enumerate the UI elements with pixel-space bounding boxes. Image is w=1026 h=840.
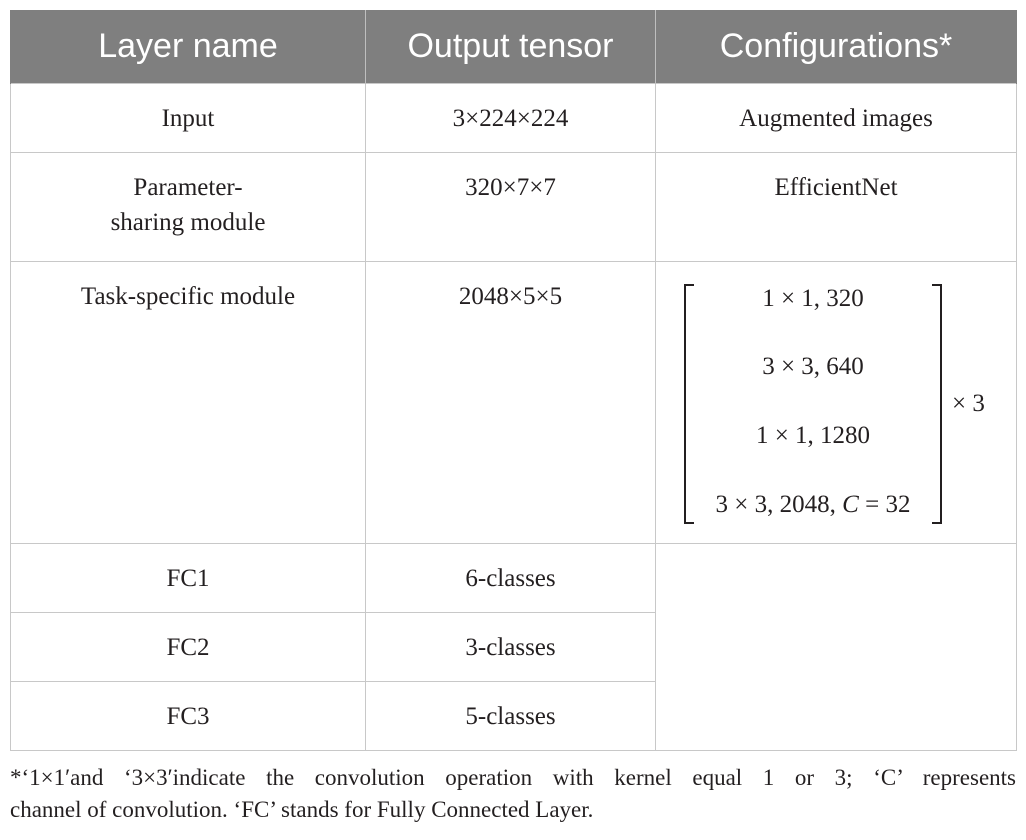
table-row-parameter-sharing [11, 153, 1017, 262]
cell-output [366, 682, 656, 751]
cell-text: 6-classes [465, 565, 556, 592]
architecture-table [10, 10, 1017, 751]
table-footnote [10, 762, 1016, 826]
matrix-row-1: 1 × 1, 320 [762, 285, 864, 312]
cell-layer [11, 262, 366, 544]
matrix-multiplier: × 3 [952, 390, 985, 417]
cell-text: 2048×5×5 [458, 283, 563, 310]
cell-layer [11, 84, 366, 153]
cell-config [656, 153, 1017, 262]
table-row-task-specific [11, 262, 1017, 544]
footnote-line-1: *‘1×1′and ‘3×3′indicate the convolution operation with kernel equal 1 or 3; ‘C’ represents [10, 765, 1016, 790]
cell-layer [11, 682, 366, 751]
cell-text: EfficientNet [774, 174, 898, 201]
table-header-row [11, 10, 1017, 84]
layer-line-1: Parameter- [133, 174, 243, 201]
layer-line-2: sharing module [110, 209, 266, 236]
cell-text: FC2 [166, 634, 210, 661]
cell-output [366, 84, 656, 153]
cell-text: 320×7×7 [465, 174, 556, 201]
matrix-row-2: 3 × 3, 640 [762, 353, 864, 380]
cell-config-matrix [656, 262, 1017, 544]
cell-layer [11, 613, 366, 682]
cell-text: Input [161, 105, 215, 132]
cell-text: 5-classes [465, 703, 556, 730]
cell-text: FC3 [166, 703, 210, 730]
cell-output [366, 153, 656, 262]
cell-text: 3×224×224 [452, 105, 569, 132]
cell-layer [11, 544, 366, 613]
cell-text: FC1 [166, 565, 210, 592]
matrix-row-4-suffix: = 32 [858, 491, 911, 518]
footnote-line-2: channel of convolution. ‘FC’ stands for Fully Connected Layer. [10, 797, 594, 822]
matrix-row-4-prefix: 3 × 3, 2048, [715, 491, 843, 518]
cell-output [366, 544, 656, 613]
table-row-fc1 [11, 544, 1017, 613]
matrix-row-4-variable: C [842, 491, 859, 518]
config-matrix [684, 284, 942, 524]
cell-text: Augmented images [739, 105, 933, 132]
matrix-row-4 [686, 490, 940, 520]
cell-config-empty [656, 544, 1017, 751]
cell-text: Task-specific module [80, 283, 296, 310]
cell-output [366, 262, 656, 544]
cell-layer [11, 153, 366, 262]
architecture-table-container [10, 10, 1016, 751]
header-configurations: Configurations* [656, 10, 1017, 84]
header-layer-name: Layer name [11, 10, 366, 84]
header-output-tensor: Output tensor [366, 10, 656, 84]
cell-text [11, 153, 365, 240]
matrix-row-3: 1 × 1, 1280 [755, 422, 871, 449]
cell-output [366, 613, 656, 682]
cell-text: 3-classes [465, 634, 556, 661]
table-row-input [11, 84, 1017, 153]
cell-config [656, 84, 1017, 153]
